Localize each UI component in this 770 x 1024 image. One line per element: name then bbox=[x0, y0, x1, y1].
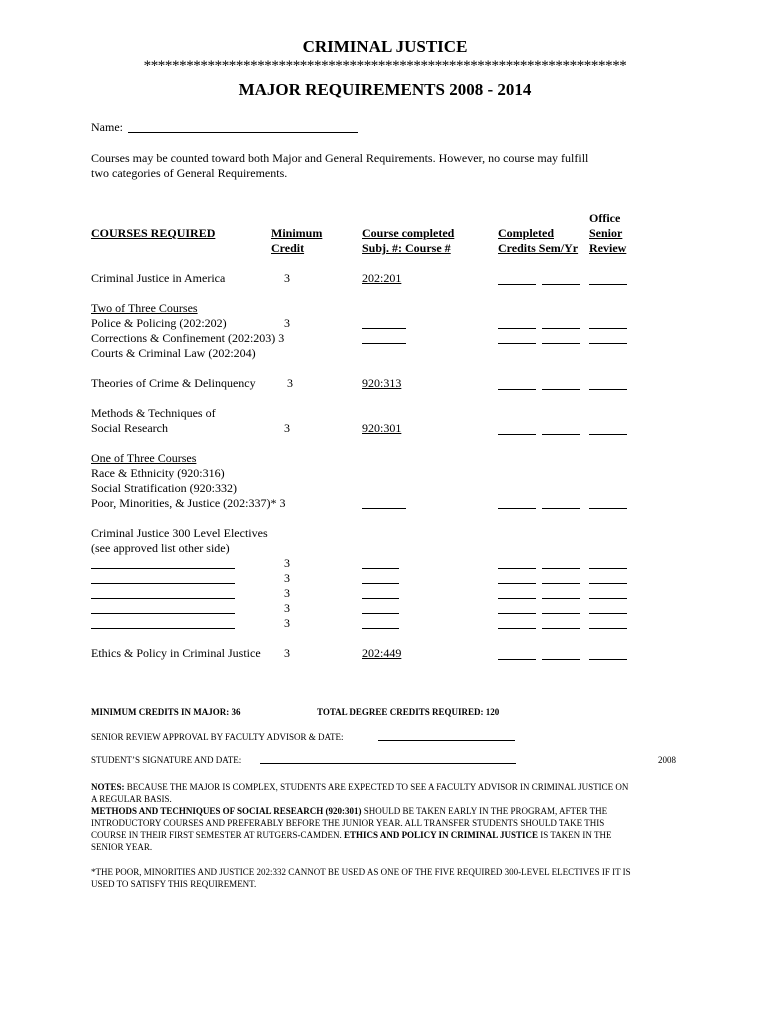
credit-police-policing: 3 bbox=[284, 316, 290, 330]
signature-label: STUDENT’S SIGNATURE AND DATE: bbox=[91, 755, 242, 765]
senior-review-field[interactable] bbox=[589, 434, 627, 435]
name-field[interactable] bbox=[128, 132, 358, 133]
sem-yr-field[interactable] bbox=[542, 598, 580, 599]
notes-line-2: A REGULAR BASIS. bbox=[91, 794, 172, 804]
course-code-field[interactable] bbox=[362, 343, 406, 344]
course-methods-1: Methods & Techniques of bbox=[91, 406, 216, 420]
notes-text-5: COURSE IN THEIR FIRST SEMESTER AT RUTGERS-CAMDEN. bbox=[91, 830, 345, 840]
completed-credits-field[interactable] bbox=[498, 568, 536, 569]
senior-review-field[interactable] bbox=[589, 568, 627, 569]
page-subtitle: MAJOR REQUIREMENTS 2008 - 2014 bbox=[238, 80, 532, 99]
col-office-3: Review bbox=[589, 241, 627, 255]
intro-line-2: two categories of General Requirements. bbox=[91, 166, 288, 180]
notes-line-6: SENIOR YEAR. bbox=[91, 842, 153, 852]
course-code-field[interactable] bbox=[362, 568, 399, 569]
notes-text-3: SHOULD BE TAKEN EARLY IN THE PROGRAM, AFTER THE bbox=[361, 806, 608, 816]
min-credits-major: MINIMUM CREDITS IN MAJOR: 36 bbox=[91, 707, 241, 717]
completed-credits-field[interactable] bbox=[498, 613, 536, 614]
col-office-2: Senior bbox=[589, 226, 623, 240]
course-code-field[interactable] bbox=[362, 583, 399, 584]
group-two-of-three: Two of Three Courses bbox=[91, 301, 198, 315]
course-code-field[interactable] bbox=[362, 628, 399, 629]
elective-course-field[interactable] bbox=[91, 583, 235, 584]
completed-credits-field[interactable] bbox=[498, 659, 536, 660]
elective-course-field[interactable] bbox=[91, 598, 235, 599]
sem-yr-field[interactable] bbox=[542, 328, 580, 329]
elective-course-field[interactable] bbox=[91, 628, 235, 629]
completed-credits-field[interactable] bbox=[498, 343, 536, 344]
course-poor-minorities: Poor, Minorities, & Justice (202:337)* 3 bbox=[91, 496, 286, 510]
course-code-field[interactable] bbox=[362, 613, 399, 614]
completed-credits-field[interactable] bbox=[498, 434, 536, 435]
name-label: Name: bbox=[91, 120, 123, 134]
elective-credit: 3 bbox=[284, 586, 290, 600]
sem-yr-field[interactable] bbox=[542, 389, 580, 390]
col-course-completed-2: Subj. #: Course # bbox=[362, 241, 451, 255]
completed-credits-field[interactable] bbox=[498, 598, 536, 599]
page-title: CRIMINAL JUSTICE bbox=[302, 37, 468, 56]
senior-review-label: SENIOR REVIEW APPROVAL BY FACULTY ADVISOR & DATE: bbox=[91, 732, 344, 742]
elective-credit: 3 bbox=[284, 601, 290, 615]
elective-credit: 3 bbox=[284, 571, 290, 585]
elective-course-field[interactable] bbox=[91, 568, 235, 569]
col-course-completed-1: Course completed bbox=[362, 226, 455, 240]
completed-credits-field[interactable] bbox=[498, 389, 536, 390]
code-methods: 920:301 bbox=[362, 421, 402, 435]
col-completed-1: Completed bbox=[498, 226, 554, 240]
notes-line-1 bbox=[91, 781, 628, 793]
course-ethics-policy: Ethics & Policy in Criminal Justice bbox=[91, 646, 261, 660]
electives-heading-1: Criminal Justice 300 Level Electives bbox=[91, 526, 268, 540]
credit-theories-crime: 3 bbox=[287, 376, 293, 390]
notes-line-3 bbox=[91, 805, 607, 817]
senior-review-field[interactable] bbox=[589, 583, 627, 584]
notes-ethics-bold: ETHICS AND POLICY IN CRIMINAL JUSTICE bbox=[344, 830, 538, 840]
course-corrections: Corrections & Confinement (202:203) 3 bbox=[91, 331, 285, 345]
col-office-1: Office bbox=[589, 211, 621, 225]
credit-cj-in-america: 3 bbox=[284, 271, 290, 285]
senior-review-field[interactable] bbox=[589, 628, 627, 629]
course-race-ethnicity: Race & Ethnicity (920:316) bbox=[91, 466, 225, 480]
credit-methods: 3 bbox=[284, 421, 290, 435]
form-year: 2008 bbox=[658, 755, 676, 765]
intro-line-1: Courses may be counted toward both Major and General Requirements. However, no course may fulfill bbox=[91, 151, 589, 165]
elective-credit: 3 bbox=[284, 556, 290, 570]
senior-review-field[interactable] bbox=[589, 659, 627, 660]
star-note-line-2: USED TO SATISFY THIS REQUIREMENT. bbox=[91, 879, 257, 889]
senior-review-field[interactable] bbox=[589, 328, 627, 329]
notes-line-4: INTRODUCTORY COURSES AND PREFERABLY BEFORE THE JUNIOR YEAR. ALL TRANSFER STUDENTS SHOULD TAKE THIS bbox=[91, 818, 605, 828]
notes-label: NOTES: bbox=[91, 782, 125, 792]
electives-heading-2: (see approved list other side) bbox=[91, 541, 230, 555]
course-code-field[interactable] bbox=[362, 328, 406, 329]
completed-credits-field[interactable] bbox=[498, 508, 536, 509]
col-minimum-1: Minimum bbox=[271, 226, 323, 240]
code-theories-crime: 920:313 bbox=[362, 376, 402, 390]
star-divider: ******************************************************************** bbox=[143, 58, 627, 74]
code-ethics-policy: 202:449 bbox=[362, 646, 402, 660]
sem-yr-field[interactable] bbox=[542, 434, 580, 435]
sem-yr-field[interactable] bbox=[542, 508, 580, 509]
course-code-field[interactable] bbox=[362, 598, 399, 599]
course-methods-2: Social Research bbox=[91, 421, 168, 435]
sem-yr-field[interactable] bbox=[542, 613, 580, 614]
senior-review-field[interactable] bbox=[589, 613, 627, 614]
signature-field[interactable] bbox=[260, 763, 516, 764]
sem-yr-field[interactable] bbox=[542, 583, 580, 584]
completed-credits-field[interactable] bbox=[498, 583, 536, 584]
course-cj-in-america: Criminal Justice in America bbox=[91, 271, 226, 285]
course-police-policing: Police & Policing (202:202) bbox=[91, 316, 227, 330]
sem-yr-field[interactable] bbox=[542, 284, 580, 285]
col-minimum-2: Credit bbox=[271, 241, 305, 255]
senior-review-field[interactable] bbox=[589, 598, 627, 599]
elective-credit: 3 bbox=[284, 616, 290, 630]
senior-review-field[interactable] bbox=[378, 740, 515, 741]
notes-text-5-end: IS TAKEN IN THE bbox=[538, 830, 612, 840]
sem-yr-field[interactable] bbox=[542, 568, 580, 569]
sem-yr-field[interactable] bbox=[542, 343, 580, 344]
notes-line-5 bbox=[91, 829, 611, 841]
credit-ethics-policy: 3 bbox=[284, 646, 290, 660]
completed-credits-field[interactable] bbox=[498, 628, 536, 629]
total-degree-credits: TOTAL DEGREE CREDITS REQUIRED: 120 bbox=[317, 707, 500, 717]
senior-review-field[interactable] bbox=[589, 343, 627, 344]
col-courses-required: COURSES REQUIRED bbox=[91, 226, 216, 240]
notes-methods-bold: METHODS AND TECHNIQUES OF SOCIAL RESEARCH (920:301) bbox=[91, 806, 362, 816]
course-courts-law: Courts & Criminal Law (202:204) bbox=[91, 346, 256, 360]
senior-review-field[interactable] bbox=[589, 389, 627, 390]
course-theories-crime: Theories of Crime & Delinquency bbox=[91, 376, 256, 390]
sem-yr-field[interactable] bbox=[542, 659, 580, 660]
notes-text-1: BECAUSE THE MAJOR IS COMPLEX, STUDENTS ARE EXPECTED TO SEE A FACULTY ADVISOR IN CRIMINAL JUSTICE ON bbox=[124, 782, 629, 792]
course-code-field[interactable] bbox=[362, 508, 406, 509]
star-note-line-1: *THE POOR, MINORITIES AND JUSTICE 202:332 CANNOT BE USED AS ONE OF THE FIVE REQUIRED 300-LEVEL ELECTIVES IF IT IS bbox=[91, 867, 631, 877]
senior-review-field[interactable] bbox=[589, 284, 627, 285]
group-one-of-three: One of Three Courses bbox=[91, 451, 197, 465]
col-completed-2: Credits Sem/Yr bbox=[498, 241, 579, 255]
code-cj-in-america: 202:201 bbox=[362, 271, 402, 285]
elective-course-field[interactable] bbox=[91, 613, 235, 614]
sem-yr-field[interactable] bbox=[542, 628, 580, 629]
completed-credits-field[interactable] bbox=[498, 284, 536, 285]
completed-credits-field[interactable] bbox=[498, 328, 536, 329]
senior-review-field[interactable] bbox=[589, 508, 627, 509]
course-social-strat: Social Stratification (920:332) bbox=[91, 481, 237, 495]
